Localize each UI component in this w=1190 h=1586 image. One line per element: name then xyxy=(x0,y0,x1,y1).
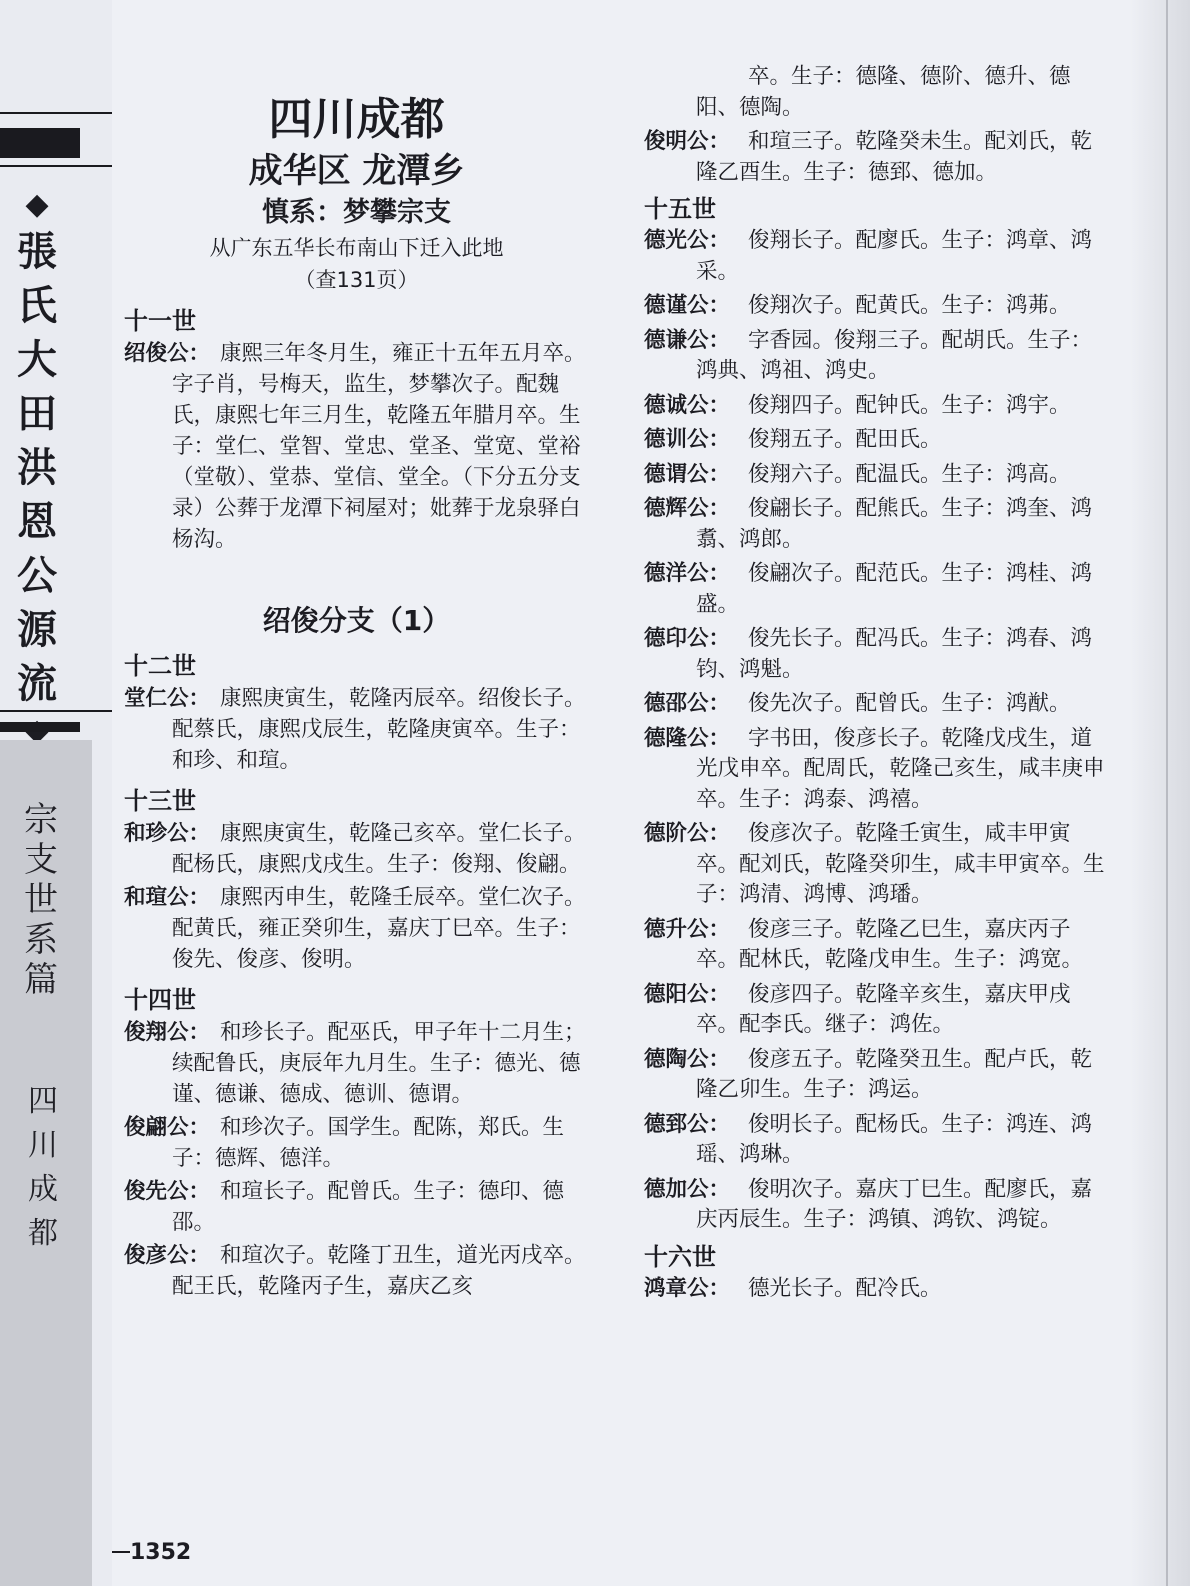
entry-name: 德印公： xyxy=(644,626,731,651)
genealogy-entry xyxy=(644,127,1106,188)
diamond-icon: ◆ xyxy=(25,187,49,222)
section-char: 世 xyxy=(24,880,58,920)
page-subtitle: 成华区 龙潭乡 xyxy=(248,151,465,191)
entry-text: 俊彦五子。乾隆癸丑生。配卢氏，乾隆乙卯生。生子：鸿运。 xyxy=(696,1046,1093,1102)
genealogy-entry xyxy=(644,1274,1106,1305)
entry-name: 俊彦公： xyxy=(124,1243,211,1268)
genealogy-entry xyxy=(644,226,1106,287)
entry-text: 和瑄长子。配曾氏。生子：德印、德邵。 xyxy=(172,1179,565,1235)
entry-text: 俊翔五子。配田氏。 xyxy=(748,427,942,452)
entry-name: 德光公： xyxy=(644,228,731,253)
title-char: 洪 xyxy=(17,445,57,491)
entry-text: 俊翩长子。配熊氏。生子：鸿奎、鸿翥、鸿郎。 xyxy=(696,496,1093,552)
entry-text: 康熙庚寅生，乾隆丙辰卒。绍俊长子。配蔡氏，康熙戊辰生，乾隆庚寅卒。生子：和珍、和瑄。 xyxy=(172,686,586,773)
entry-name: 德加公： xyxy=(644,1176,731,1202)
entry-text: 康熙丙申生，乾隆壬辰卒。堂仁次子。配黄氏，雍正癸卯生，嘉庆丁巳卒。生子：俊先、俊彦、俊明。 xyxy=(172,885,586,972)
entry-text: 俊彦四子。乾隆辛亥生，嘉庆甲戌卒。配李氏。继子：鸿佐。 xyxy=(696,981,1071,1037)
title-char: 源 xyxy=(17,607,57,653)
genealogy-entry xyxy=(644,1045,1106,1106)
page-edge-shadow xyxy=(1130,0,1190,1586)
section-name-vertical xyxy=(16,800,66,1000)
genealogy-entry xyxy=(644,724,1106,816)
entry-text: 俊翩次子。配范氏。生子：鸿桂、鸿盛。 xyxy=(696,561,1093,617)
genealogy-entry xyxy=(124,338,589,555)
genealogy-entry xyxy=(644,494,1106,555)
entry-text: 字书田，俊彦长子。乾隆戊戌生，道光戊申卒。配周氏，乾隆己亥生，咸丰庚申卒。生子：鸿泰、鸿禧。 xyxy=(696,725,1105,812)
entry-name: 德辉公： xyxy=(644,496,731,521)
entry-name: 德谓公： xyxy=(644,461,731,487)
entry-text: 俊先次子。配曾氏。生子：鸿猷。 xyxy=(748,691,1071,716)
entry-name: 俊翩公： xyxy=(124,1115,211,1140)
genealogy-entry xyxy=(644,915,1106,976)
book-title-vertical xyxy=(14,185,60,751)
lineage-heading: 慎系：梦攀宗支 xyxy=(262,197,451,228)
genealogy-entry xyxy=(124,1112,589,1174)
place-name-vertical xyxy=(18,1080,68,1256)
entry-text: 俊翔次子。配黄氏。生子：鸿茀。 xyxy=(748,293,1071,318)
title-char: 大 xyxy=(17,337,57,383)
right-column xyxy=(644,62,1106,1308)
page-number-rule xyxy=(112,1551,130,1553)
entry-name: 绍俊公： xyxy=(124,341,211,366)
sidebar-lower-rule xyxy=(0,710,112,712)
genealogy-entry xyxy=(644,326,1106,387)
entry-name: 德诚公： xyxy=(644,392,731,418)
place-char: 川 xyxy=(28,1128,58,1163)
genealogy-entry xyxy=(644,624,1106,685)
section-char: 宗 xyxy=(24,800,58,840)
sidebar-top-rule xyxy=(0,128,80,158)
entry-text: 俊翔四子。配钟氏。生子：鸿宇。 xyxy=(748,392,1071,418)
page-number: 1352 xyxy=(130,1540,192,1565)
genealogy-entry xyxy=(644,819,1106,911)
title-char: 公 xyxy=(17,553,57,599)
entry-text: 俊先长子。配冯氏。生子：鸿春、鸿钧、鸿魁。 xyxy=(696,626,1093,682)
entry-text: 康熙庚寅生，乾隆己亥卒。堂仁长子。配杨氏，康熙戊戌生。生子：俊翔、俊翩。 xyxy=(172,821,586,877)
entry-text: 俊翔六子。配温氏。生子：鸿高。 xyxy=(748,461,1071,487)
entry-name: 德洋公： xyxy=(644,561,731,586)
sidebar-mid-rule xyxy=(0,165,112,167)
genealogy-entry xyxy=(644,1175,1106,1236)
entry-text: 俊明长子。配杨氏。生子：鸿连、鸿瑶、鸿琳。 xyxy=(696,1111,1093,1167)
page-reference: （查131页） xyxy=(294,268,419,292)
entry-name: 德郅公： xyxy=(644,1111,731,1137)
entry-text: 和珍次子。国学生。配陈，郑氏。生子：德辉、德洋。 xyxy=(172,1115,565,1171)
entry-name: 和瑄公： xyxy=(124,885,211,910)
entry-text: 字香园。俊翔三子。配胡氏。生子：鸿典、鸿祖、鸿史。 xyxy=(696,327,1093,383)
place-char: 四 xyxy=(28,1084,58,1119)
genealogy-entry xyxy=(124,818,589,880)
genealogy-entry xyxy=(124,882,589,975)
genealogy-entry xyxy=(644,460,1106,491)
entry-text: 和瑄三子。乾隆癸未生。配刘氏，乾隆乙酉生。生子：德郅、德加。 xyxy=(696,129,1093,185)
entry-text: 俊翔长子。配廖氏。生子：鸿章、鸿采。 xyxy=(696,228,1093,284)
entry-name: 德训公： xyxy=(644,427,731,452)
entry-name: 德隆公： xyxy=(644,725,731,751)
branch-heading: 绍俊分支（1） xyxy=(262,604,451,637)
entry-text: 俊明次子。嘉庆丁巳生。配廖氏，嘉庆丙辰生。生子：鸿镇、鸿钦、鸿锭。 xyxy=(696,1176,1093,1232)
entry-name: 俊翔公： xyxy=(124,1020,211,1045)
genealogy-entry xyxy=(124,1240,589,1302)
generation-heading: 十六世 xyxy=(644,1242,716,1271)
genealogy-entry xyxy=(644,689,1106,720)
entry-name: 德谨公： xyxy=(644,293,731,318)
place-char: 成 xyxy=(28,1172,58,1207)
entry-name: 德阶公： xyxy=(644,821,731,846)
genealogy-entry xyxy=(644,1110,1106,1171)
entry-text: 德光长子。配冷氏。 xyxy=(748,1275,942,1301)
entry-text: 俊彦三子。乾隆乙巳生，嘉庆丙子卒。配林氏，乾隆戊申生。生子：鸿宽。 xyxy=(696,916,1084,972)
entry-name: 俊先公： xyxy=(124,1179,211,1204)
origin-note: 从广东五华长布南山下迁入此地 xyxy=(209,236,504,260)
genealogy-entry xyxy=(124,1176,589,1238)
genealogy-entry xyxy=(644,291,1106,322)
generation-heading: 十三世 xyxy=(124,787,196,815)
generation-heading: 十四世 xyxy=(124,986,196,1014)
title-char: 恩 xyxy=(17,499,57,545)
entry-name: 和珍公： xyxy=(124,821,211,846)
title-char: 氏 xyxy=(17,283,57,329)
section-char: 系 xyxy=(24,920,58,960)
genealogy-entry xyxy=(644,391,1106,422)
entry-text: 康熙三年冬月生，雍正十五年五月卒。字子肖，号梅天，监生，梦攀次子。配魏氏，康熙七年三月生，乾隆五年腊月卒。生子：堂仁、堂智、堂忠、堂圣、堂宽、堂裕（堂敬）、堂恭、堂信、堂全。（下分五分支录）公葬于龙潭下祠屋对；妣葬于龙泉驿白杨沟。 xyxy=(172,341,586,552)
entry-name: 鸿章公： xyxy=(644,1275,731,1301)
genealogy-entry xyxy=(644,425,1106,456)
page-edge-line xyxy=(1166,0,1168,1586)
entry-name: 德阳公： xyxy=(644,981,731,1007)
entry-text: 俊彦次子。乾隆壬寅生，咸丰甲寅卒。配刘氏，乾隆癸卯生，咸丰甲寅卒。生子：鸿清、鸿博、鸿璠。 xyxy=(696,821,1105,907)
entry-text: 和珍长子。配巫氏，甲子年十二月生；续配鲁氏，庚辰年九月生。生子：德光、德谨、德谦、德成、德训、德谓。 xyxy=(172,1020,586,1107)
entry-name: 德谦公： xyxy=(644,327,731,353)
generation-heading: 十五世 xyxy=(644,195,716,223)
generation-heading: 十二世 xyxy=(124,652,196,680)
sidebar xyxy=(0,0,112,1586)
genealogy-entry xyxy=(124,683,589,776)
genealogy-entry xyxy=(124,1017,589,1110)
entry-text: 卒。生子：德隆、德阶、德升、德阳、德陶。 xyxy=(696,64,1071,120)
entry-name: 德邵公： xyxy=(644,691,731,716)
place-char: 都 xyxy=(28,1216,58,1251)
title-char: 田 xyxy=(17,391,57,437)
sidebar-lower-bar xyxy=(0,722,80,732)
entry-name: 俊明公： xyxy=(644,129,731,154)
entry-name: 德陶公： xyxy=(644,1046,731,1072)
entry-text: 和瑄次子。乾隆丁丑生，道光丙戌卒。配王氏，乾隆丙子生，嘉庆乙亥 xyxy=(172,1243,586,1299)
genealogy-entry-continued xyxy=(644,62,1106,123)
title-char: 張 xyxy=(17,229,57,275)
title-char: 流 xyxy=(17,661,57,707)
entry-name: 堂仁公： xyxy=(124,686,211,711)
generation-heading: 十一世 xyxy=(124,307,196,335)
left-column xyxy=(124,92,589,1304)
genealogy-entry xyxy=(644,559,1106,620)
section-char: 支 xyxy=(24,840,58,880)
page-title: 四川成都 xyxy=(268,94,445,145)
section-char: 篇 xyxy=(24,960,58,1000)
genealogy-entry xyxy=(644,980,1106,1041)
sidebar-top-hairline xyxy=(0,112,112,114)
entry-name: 德升公： xyxy=(644,916,731,942)
